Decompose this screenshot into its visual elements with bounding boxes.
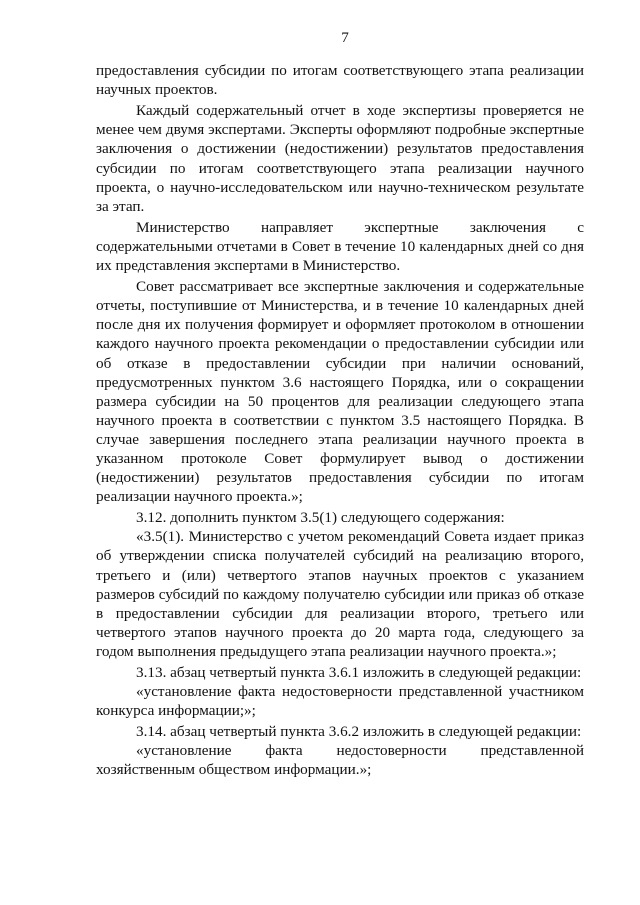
paragraph-clause-3-5-1: «3.5(1). Министерство с учетом рекомендаций Совета издает приказ об утверждении списка получателей субсидий на реализацию второго, третьего и (или) четвертого этапов научных проектов с указанием размеров субсидий по каждому получателю субсидии или приказ об отказе в предоставлении субсидии для реализации второго, третьего или четвертого этапов научного проекта до 20 марта года, следующего за годом выполнения предыдущего этапа реализации научного проекта.»;: [96, 528, 584, 660]
page-number: 7: [341, 29, 349, 46]
paragraph-quote-3-13: «установление факта недостоверности представленной участником конкурса информации;»;: [96, 683, 584, 720]
paragraph-expert-review: Каждый содержательный отчет в ходе экспертизы проверяется не менее чем двумя экспертами. Эксперты оформляют подробные экспертные заключения о достижении (недостижении) результатов предоставления субсидии по итогам соответствующего этапа реализации научного проекта, о научно-исследовательском или научно-техническом результате за этап.: [96, 102, 584, 215]
paragraph-continuation: предоставления субсидии по итогам соответствующего этапа реализации научных проектов.: [96, 62, 584, 99]
paragraph-item-3-14: 3.14. абзац четвертый пункта 3.6.2 изложить в следующей редакции:: [136, 723, 582, 741]
paragraph-ministry-sends: Министерство направляет экспертные заключения с содержательными отчетами в Совет в течение 10 календарных дней со дня их представления экспертами в Министерство.: [96, 218, 584, 275]
paragraph-item-3-13: 3.13. абзац четвертый пункта 3.6.1 изложить в следующей редакции:: [136, 664, 582, 681]
paragraph-item-3-12: 3.12. дополнить пунктом 3.5(1) следующего содержания:: [136, 509, 505, 527]
paragraph-council-review: Совет рассматривает все экспертные заключения и содержательные отчеты, поступившие от Министерства, и в течение 10 календарных дней после дня их получения формирует и оформляет протоколом в отношении каждого научного проекта рекомендации о предоставлении субсидии или об отказе в предоставлении субсидии при наличии оснований, предусмотренных пунктом 3.6 настоящего Порядка, или о сокращении размера субсидии на 50 процентов для реализации следующего этапа научного проекта в соответствии с пунктом 3.5 настоящего Порядка. В случае завершения последнего этапа реализации научного проекта в указанном протоколе Совет формулирует вывод о достижении (недостижении) результатов предоставления субсидии по итогам реализации научного проекта.»;: [96, 278, 584, 506]
paragraph-quote-3-14: «установление факта недостоверности представленной хозяйственным обществом информации.»;: [96, 742, 584, 779]
